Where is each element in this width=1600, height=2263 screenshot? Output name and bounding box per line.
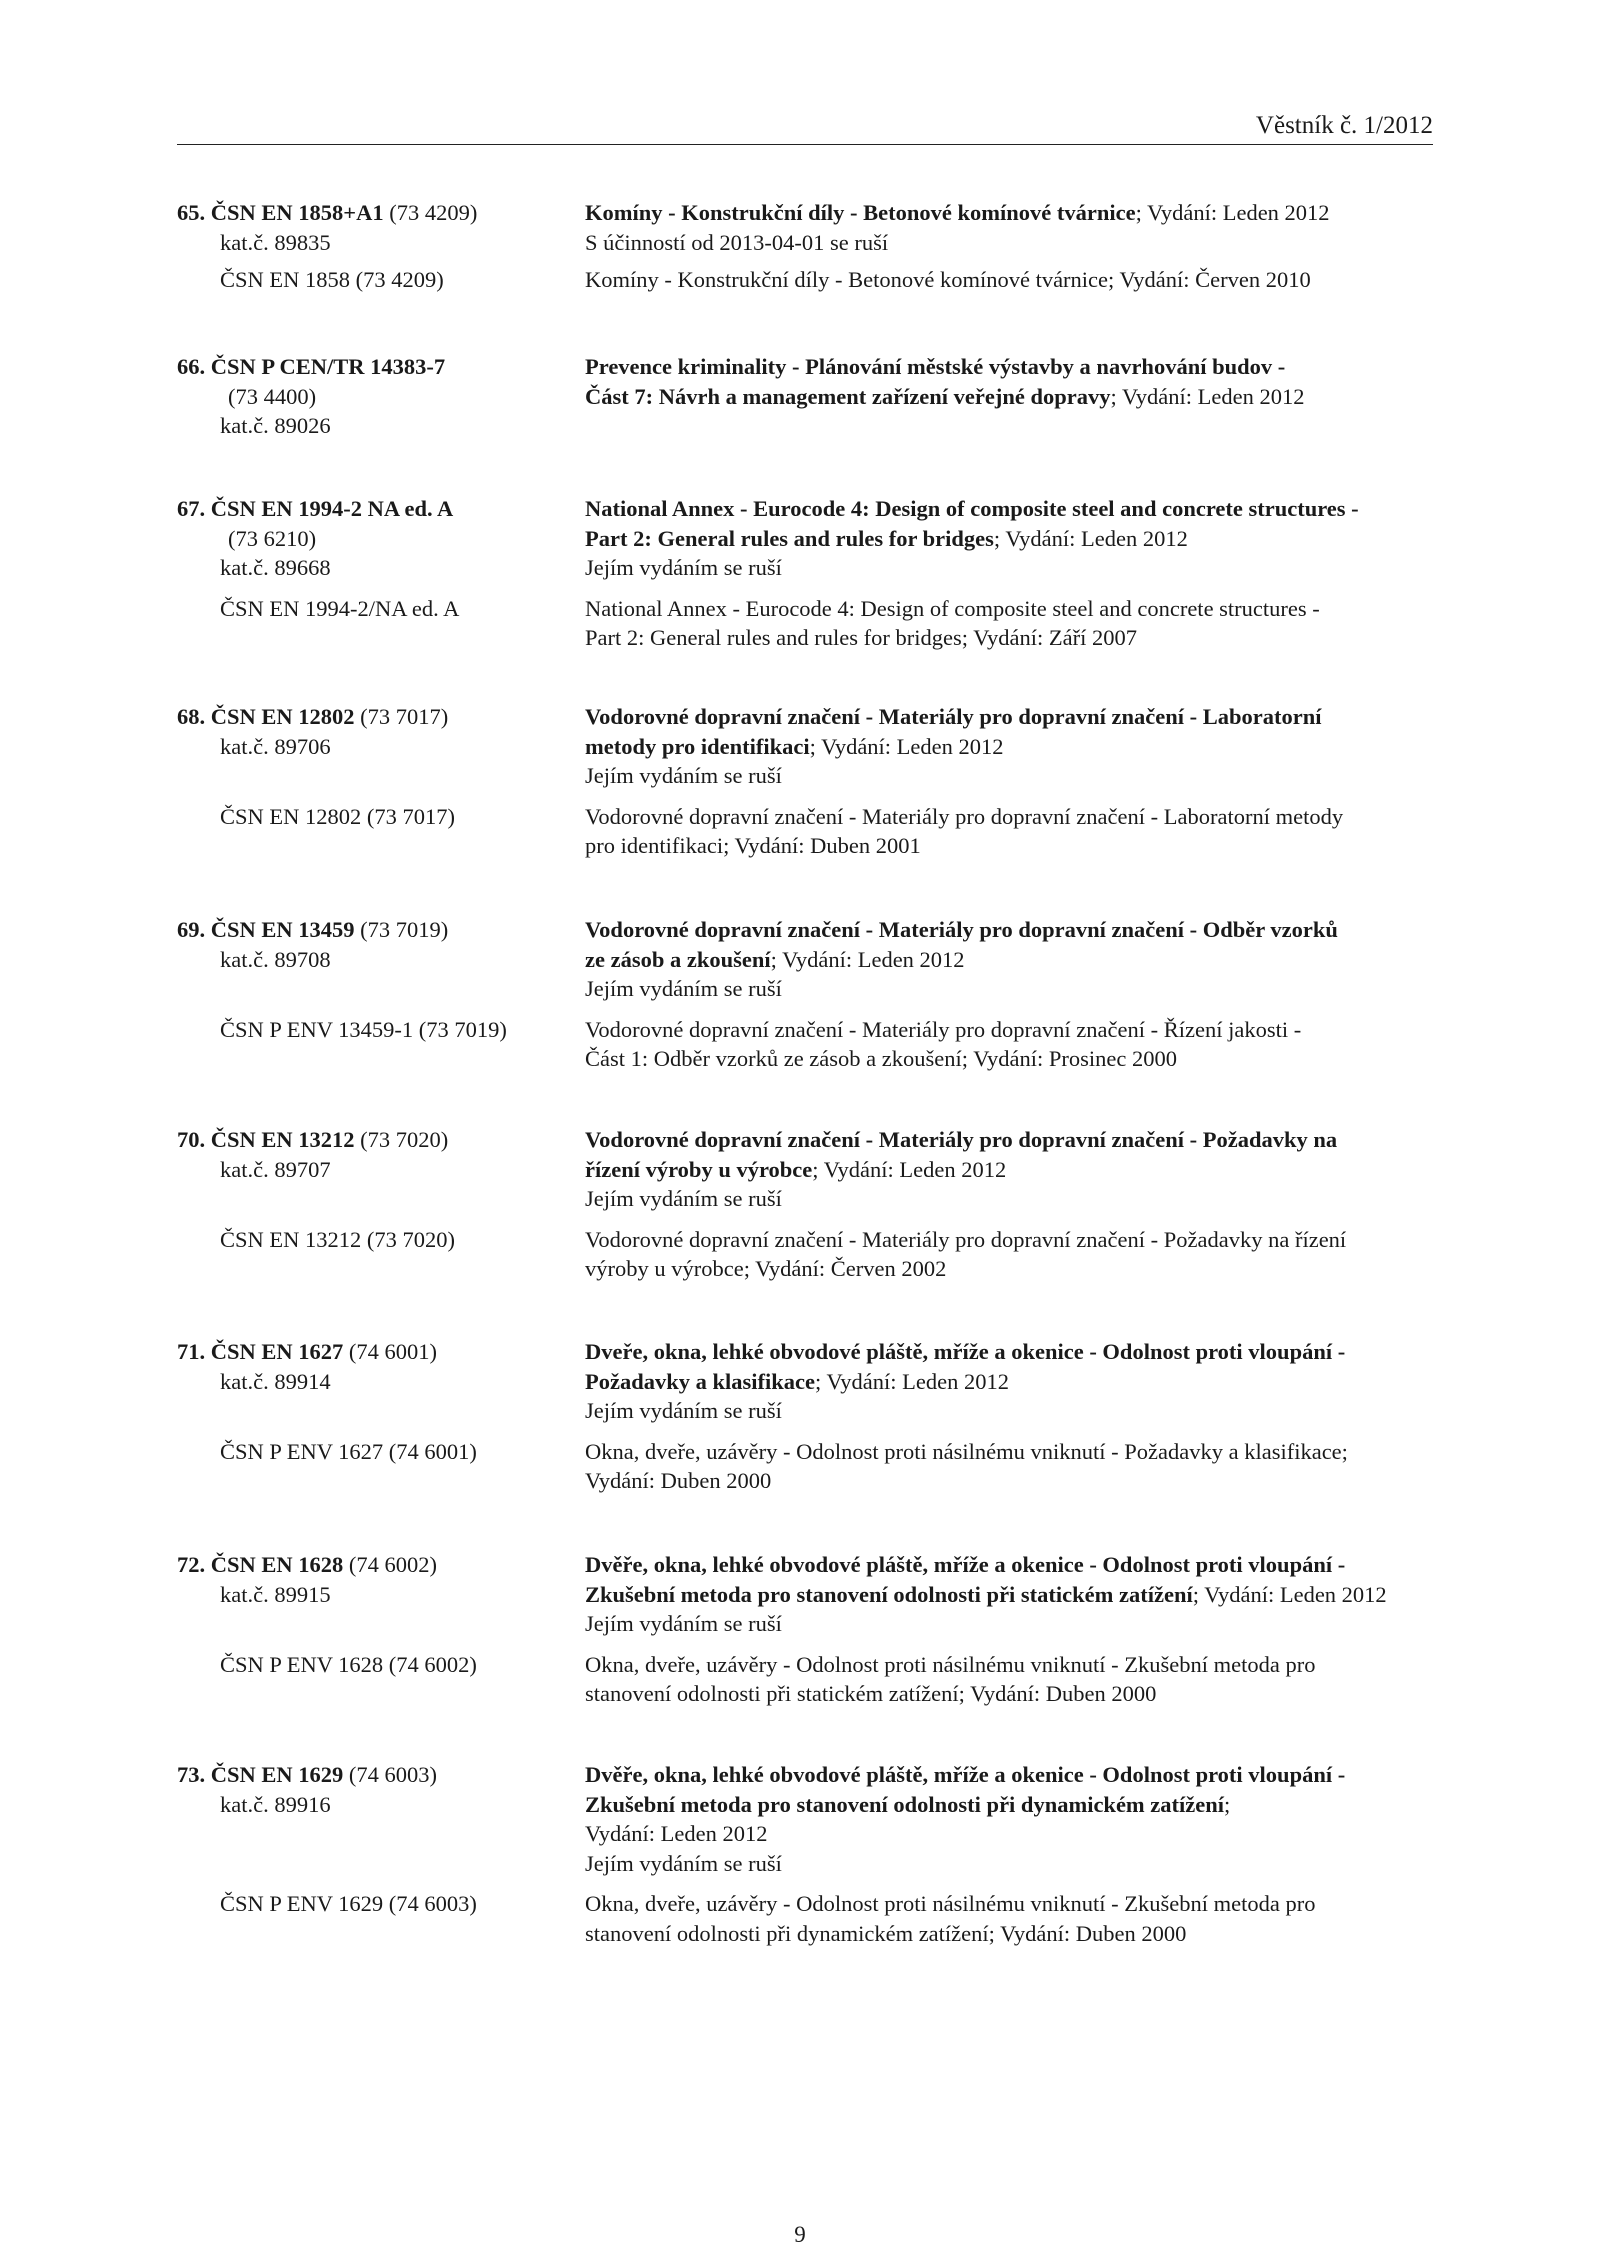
replaced-title-line: Okna, dveře, uzávěry - Odolnost proti násilnému vniknutí - Požadavky a klasifikace; <box>585 1438 1348 1464</box>
standard-title-line <box>585 198 1415 228</box>
classification-code: (74 6003) <box>343 1762 438 1787</box>
replaced-title-line: stanovení odolnosti při dynamickém zatížení; Vydání: Duben 2000 <box>585 1920 1187 1946</box>
replaced-standard-code: ČSN P ENV 1629 (74 6003) <box>220 1891 477 1916</box>
replaced-standard-title <box>585 1650 1415 1709</box>
standard-title-line <box>585 1367 1415 1397</box>
replaced-title-line: Komíny - Konstrukční díly - Betonové komínové tvárnice; Vydání: Červen 2010 <box>585 267 1311 292</box>
replaced-title-line: Vodorovné dopravní značení - Materiály pro dopravní značení - Požadavky na řízení <box>585 1226 1347 1252</box>
standard-title: Dveře, okna, lehké obvodové pláště, mříže a okenice - Odolnost proti vloupání - <box>585 1339 1346 1364</box>
standard-title-cont: Zkušební metoda pro stanovení odolnosti při statickém zatížení <box>585 1581 1193 1607</box>
entry-code-line <box>177 702 577 732</box>
entry-code-line <box>177 352 577 382</box>
standard-title-cont: Část 7: Návrh a management zařízení veřejné dopravy <box>585 383 1111 409</box>
page-number: 9 <box>794 2222 806 2247</box>
entry-description <box>585 1337 1415 1426</box>
entry-identifiers <box>177 702 577 761</box>
entry-number: 65. <box>177 200 206 225</box>
standard-title: Dvěře, okna, lehké obvodové pláště, mříže a okenice - Odolnost proti vloupání - <box>585 1762 1346 1787</box>
replaced-title-line: Okna, dveře, uzávěry - Odolnost proti násilnému vniknutí - Zkušební metoda pro <box>585 1651 1316 1677</box>
supersede-note: Jejím vydáním se ruší <box>585 976 782 1001</box>
entry-number: 69. <box>177 917 206 942</box>
standard-title-cont: metody pro identifikaci <box>585 733 810 759</box>
entry-identifiers <box>177 352 577 441</box>
replaced-standard-code: ČSN P ENV 13459-1 (73 7019) <box>220 1016 507 1042</box>
entry-code-line <box>177 1125 577 1155</box>
replaced-title-line: stanovení odolnosti při statickém zatížení; Vydání: Duben 2000 <box>585 1681 1157 1706</box>
classification-code: (73 7019) <box>354 917 449 942</box>
standard-code: ČSN EN 12802 <box>210 704 355 729</box>
replaced-standard-title <box>585 802 1415 861</box>
issue-date: ; Vydání: Leden 2012 <box>993 525 1188 551</box>
standard-title: Dvěře, okna, lehké obvodové pláště, mříže a okenice - Odolnost proti vloupání - <box>585 1552 1346 1577</box>
supersede-note: Jejím vydáním se ruší <box>585 1611 782 1636</box>
page-header <box>177 108 1433 145</box>
replaced-standard-title <box>585 1889 1415 1948</box>
replaced-title-line: Vodorovné dopravní značení - Materiály pro dopravní značení - Laboratorní metody <box>585 803 1344 829</box>
catalog-number: kat.č. 89708 <box>220 946 331 972</box>
standard-title-line <box>585 1580 1415 1610</box>
entry-code-line <box>177 915 577 945</box>
standard-title-line <box>585 382 1415 412</box>
standard-title: National Annex - Eurocode 4: Design of composite steel and concrete structures - <box>585 496 1359 521</box>
supersede-note: Jejím vydáním se ruší <box>585 1850 782 1876</box>
entry-identifiers <box>177 1337 577 1396</box>
issue-date: ; Vydání: Leden 2012 <box>809 733 1004 759</box>
standard-title: Vodorovné dopravní značení - Materiály pro dopravní značení - Odběr vzorků <box>585 917 1338 942</box>
entry-description <box>585 1550 1415 1639</box>
standard-title: Vodorovné dopravní značení - Materiály pro dopravní značení - Požadavky na <box>585 1127 1338 1152</box>
standard-title-line <box>585 945 1415 975</box>
supersede-note: Jejím vydáním se ruší <box>585 1186 782 1211</box>
classification-code: (73 7017) <box>354 704 449 729</box>
issue-date: ; Vydání: Leden 2012 <box>812 1156 1007 1182</box>
entry-description <box>585 702 1415 791</box>
entry-code-line <box>177 1337 577 1367</box>
standard-title-line <box>585 524 1415 554</box>
standard-title: Komíny - Konstrukční díly - Betonové komínové tvárnice <box>585 200 1136 225</box>
classification-code: (73 6210) <box>228 525 317 551</box>
issue-date: ; Vydání: Leden 2012 <box>1135 200 1330 225</box>
standard-code: ČSN EN 1627 <box>210 1339 344 1364</box>
replaced-title-line: pro identifikaci; Vydání: Duben 2001 <box>585 833 921 858</box>
standard-title-line <box>585 1790 1415 1820</box>
entry-code-line <box>177 494 577 524</box>
classification-code: (74 6001) <box>343 1339 438 1364</box>
classification-code: (73 4209) <box>383 200 478 225</box>
catalog-number: kat.č. 89668 <box>220 555 331 580</box>
entry-description <box>585 915 1415 1004</box>
entry-identifiers <box>177 915 577 974</box>
catalog-number: kat.č. 89835 <box>220 229 331 255</box>
replaced-standard-title <box>585 1437 1415 1496</box>
issue-date: ; <box>1224 1791 1231 1817</box>
classification-code: (73 4400) <box>228 383 317 409</box>
issue-date: ; Vydání: Leden 2012 <box>1192 1581 1387 1607</box>
catalog-number: kat.č. 89707 <box>220 1156 331 1182</box>
entry-identifiers <box>177 1760 577 1819</box>
replaced-standard-code: ČSN EN 12802 (73 7017) <box>220 803 455 829</box>
replaced-standard-code: ČSN EN 1858 (73 4209) <box>220 267 444 292</box>
standard-title-cont: řízení výroby u výrobce <box>585 1156 813 1182</box>
replaced-title-line: Okna, dveře, uzávěry - Odolnost proti násilnému vniknutí - Zkušební metoda pro <box>585 1891 1316 1916</box>
entry-number: 70. <box>177 1127 206 1152</box>
classification-code: (74 6002) <box>343 1552 438 1577</box>
replaced-title-line: Part 2: General rules and rules for bridges; Vydání: Září 2007 <box>585 625 1137 650</box>
entry-description <box>585 352 1415 411</box>
standard-code: ČSN P CEN/TR 14383-7 <box>210 354 446 379</box>
supersede-note: Jejím vydáním se ruší <box>585 763 782 788</box>
entry-description <box>585 1760 1415 1878</box>
catalog-number: kat.č. 89916 <box>220 1791 331 1817</box>
entry-number: 66. <box>177 354 206 379</box>
entry-code-line <box>177 198 577 228</box>
standard-title-cont: ze zásob a zkoušení <box>585 946 771 972</box>
replaced-standard-code: ČSN P ENV 1628 (74 6002) <box>220 1651 477 1677</box>
entry-description <box>585 198 1415 257</box>
entry-description <box>585 494 1415 583</box>
standard-code: ČSN EN 1629 <box>210 1762 344 1787</box>
issue-date: ; Vydání: Leden 2012 <box>1110 383 1305 409</box>
replaced-title-line: Vydání: Duben 2000 <box>585 1468 772 1493</box>
entry-code-line <box>177 1550 577 1580</box>
supersede-note: S účinností od 2013-04-01 se ruší <box>585 229 889 255</box>
replaced-title-line: National Annex - Eurocode 4: Design of composite steel and concrete structures - <box>585 595 1320 621</box>
catalog-number: kat.č. 89915 <box>220 1581 331 1607</box>
standard-code: ČSN EN 1994-2 NA ed. A <box>210 496 454 521</box>
issue-date-line: Vydání: Leden 2012 <box>585 1821 768 1846</box>
replaced-standard-title <box>585 1015 1415 1074</box>
replaced-standard-title <box>585 1225 1415 1284</box>
entry-number: 68. <box>177 704 206 729</box>
replaced-standard-code: ČSN EN 13212 (73 7020) <box>220 1226 455 1252</box>
replaced-title-line: Vodorovné dopravní značení - Materiály pro dopravní značení - Řízení jakosti - <box>585 1016 1302 1042</box>
standard-title: Prevence kriminality - Plánování městské výstavby a navrhování budov - <box>585 354 1286 379</box>
replaced-standard-code: ČSN P ENV 1627 (74 6001) <box>220 1438 477 1464</box>
standard-title-cont: Požadavky a klasifikace <box>585 1368 816 1394</box>
entry-identifiers <box>177 494 577 583</box>
standard-title-line <box>585 1155 1415 1185</box>
standard-title: Vodorovné dopravní značení - Materiály pro dopravní značení - Laboratorní <box>585 704 1322 729</box>
standard-code: ČSN EN 13459 <box>210 917 355 942</box>
entry-number: 71. <box>177 1339 206 1364</box>
entry-number: 72. <box>177 1552 206 1577</box>
standard-title-line <box>585 732 1415 762</box>
replaced-standard-title <box>585 265 1415 295</box>
standard-title-cont: Part 2: General rules and rules for bridges <box>585 525 994 551</box>
standard-code: ČSN EN 1628 <box>210 1552 344 1577</box>
entry-description <box>585 1125 1415 1214</box>
standard-code: ČSN EN 13212 <box>210 1127 355 1152</box>
page-header-title: Věstník č. 1/2012 <box>1255 112 1433 139</box>
replaced-title-line: výroby u výrobce; Vydání: Červen 2002 <box>585 1256 947 1281</box>
standard-code: ČSN EN 1858+A1 <box>210 200 384 225</box>
replaced-title-line: Část 1: Odběr vzorků ze zásob a zkoušení; Vydání: Prosinec 2000 <box>585 1046 1177 1071</box>
issue-date: ; Vydání: Leden 2012 <box>770 946 965 972</box>
entry-number: 67. <box>177 496 206 521</box>
entry-identifiers <box>177 1125 577 1184</box>
replaced-standard-code: ČSN EN 1994-2/NA ed. A <box>220 595 460 621</box>
catalog-number: kat.č. 89706 <box>220 733 331 759</box>
entry-identifiers <box>177 198 577 257</box>
replaced-standard-title <box>585 594 1415 653</box>
standard-title-cont: Zkušební metoda pro stanovení odolnosti při dynamickém zatížení <box>585 1791 1225 1817</box>
issue-date: ; Vydání: Leden 2012 <box>815 1368 1009 1394</box>
catalog-number: kat.č. 89026 <box>220 413 331 438</box>
supersede-note: Jejím vydáním se ruší <box>585 1398 782 1423</box>
entry-code-line <box>177 1760 577 1790</box>
supersede-note: Jejím vydáním se ruší <box>585 555 782 580</box>
classification-code: (73 7020) <box>354 1127 449 1152</box>
entry-number: 73. <box>177 1762 206 1787</box>
catalog-number: kat.č. 89914 <box>220 1368 331 1394</box>
entry-identifiers <box>177 1550 577 1609</box>
